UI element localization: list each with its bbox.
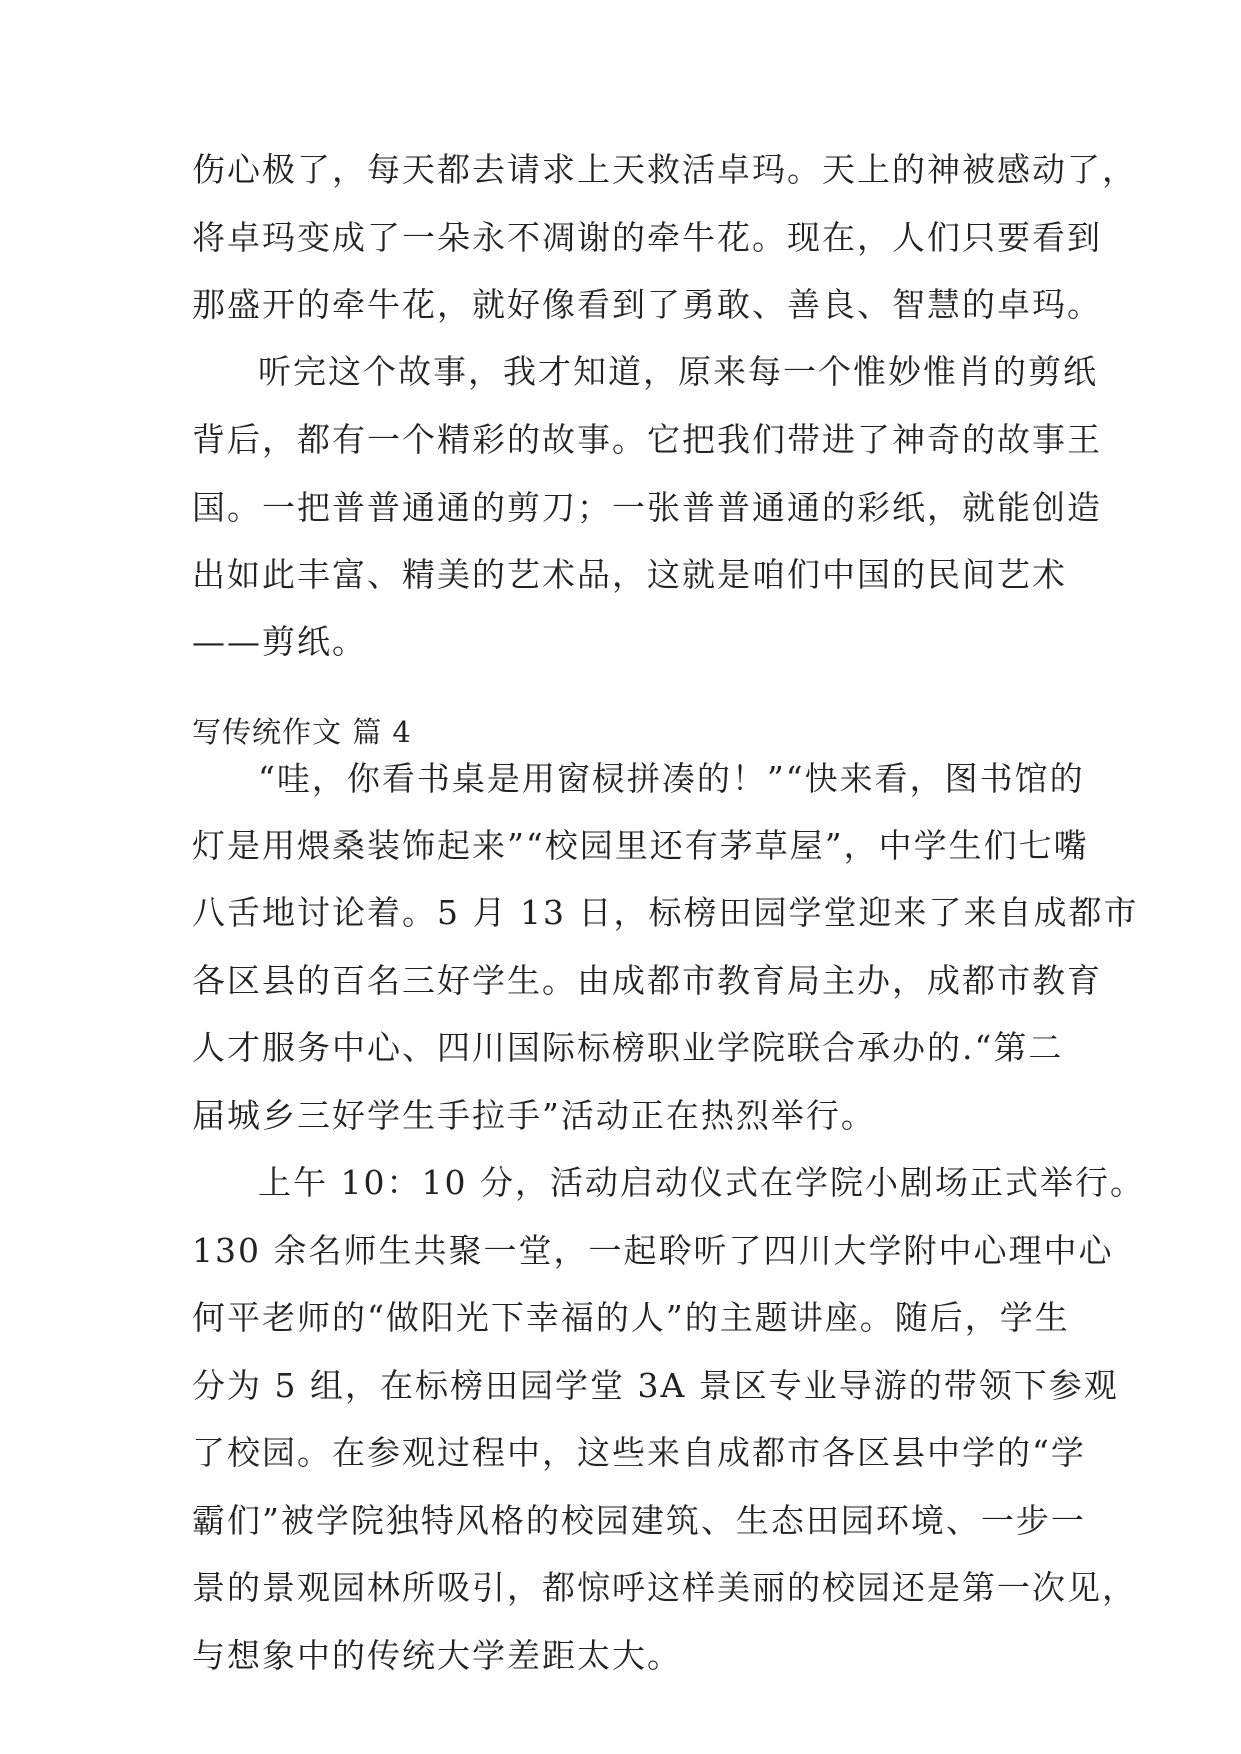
paragraph-line: 八舌地讨论着。5 月 13 日，标榜田园学堂迎来了来自成都市 bbox=[192, 893, 1139, 932]
paragraph-line: 那盛开的牵牛花，就好像看到了勇敢、善良、智慧的卓玛。 bbox=[192, 285, 1102, 324]
paragraph-line: 与想象中的传统大学差距太大。 bbox=[192, 1636, 682, 1675]
paragraph-line: 各区县的百名三好学生。由成都市教育局主办，成都市教育 bbox=[192, 961, 1102, 1000]
paragraph-line: ——剪纸。 bbox=[192, 622, 367, 661]
section-heading: 写传统作文 篇 4 bbox=[192, 715, 412, 749]
paragraph-line: 届城乡三好学生手拉手”活动正在热烈举行。 bbox=[192, 1096, 876, 1135]
paragraph-line: 将卓玛变成了一朵永不凋谢的牵牛花。现在，人们只要看到 bbox=[192, 218, 1102, 257]
paragraph-line: 伤心极了，每天都去请求上天救活卓玛。天上的神被感动了， bbox=[192, 150, 1137, 189]
paragraph-line: 上午 10：10 分，活动启动仪式在学院小剧场正式举行。 bbox=[258, 1163, 1145, 1202]
paragraph-line: “哇，你看书桌是用窗棂拼凑的！”“快来看，图书馆的 bbox=[258, 759, 1085, 798]
paragraph-line: 听完这个故事，我才知道，原来每一个惟妙惟肖的剪纸 bbox=[258, 352, 1098, 391]
paragraph-line: 何平老师的“做阳光下幸福的人”的主题讲座。随后，学生 bbox=[192, 1298, 1070, 1337]
paragraph-line: 130 余名师生共聚一堂，一起聆听了四川大学附中心理中心 bbox=[192, 1231, 1114, 1270]
paragraph-line: 国。一把普普通通的剪刀；一张普普通通的彩纸，就能创造 bbox=[192, 488, 1102, 527]
paragraph-line: 灯是用煨桑装饰起来”“校园里还有茅草屋”，中学生们七嘴 bbox=[192, 826, 1089, 865]
paragraph-line: 背后，都有一个精彩的故事。它把我们带进了神奇的故事王 bbox=[192, 420, 1102, 459]
paragraph-line: 景的景观园林所吸引，都惊呼这样美丽的校园还是第一次见， bbox=[192, 1568, 1137, 1607]
paragraph-line: 分为 5 组，在标榜田园学堂 3A 景区专业导游的带领下参观 bbox=[192, 1366, 1119, 1405]
paragraph-line: 出如此丰富、精美的艺术品，这就是咱们中国的民间艺术 bbox=[192, 555, 1067, 594]
paragraph-line: 了校园。在参观过程中，这些来自成都市各区县中学的“学 bbox=[192, 1433, 1086, 1472]
paragraph-line: 霸们”被学院独特风格的校园建筑、生态田园环境、一步一 bbox=[192, 1501, 1086, 1540]
paragraph-line: 人才服务中心、四川国际标榜职业学院联合承办的.“第二 bbox=[192, 1028, 1064, 1067]
